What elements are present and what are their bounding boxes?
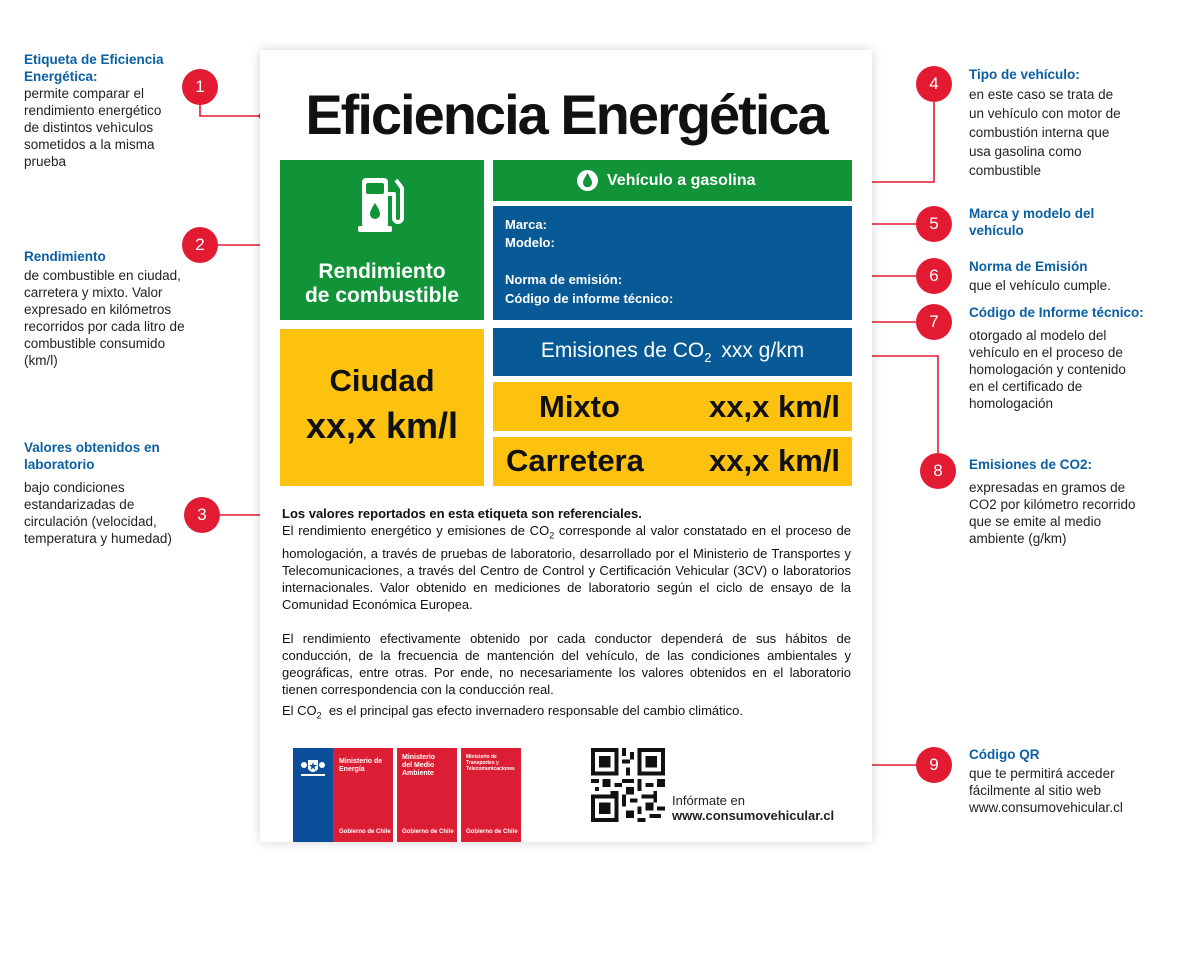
disclaimer-p3-b: es el principal gas efecto invernadero responsable del cambio climático. (321, 702, 743, 718)
vehicle-info-box (493, 206, 852, 320)
fuel-box-line1: Rendimiento (318, 260, 446, 283)
marca-field: Marca: (505, 217, 547, 232)
codigo-informe-field: Código de informe técnico: (505, 291, 674, 306)
badge-8: 8 (920, 453, 956, 489)
note-7-body: otorgado al modelo del vehículo en el proceso de homologación y contenido en el certificado de homologación (969, 328, 1126, 411)
note-7-title: Código de Informe técnico: (969, 305, 1144, 320)
emissions-bar (493, 328, 852, 376)
qr-line1: Infórmate en (672, 793, 745, 808)
note-9 (969, 746, 1144, 816)
badge-1: 1 (182, 69, 218, 105)
qr-code-icon[interactable] (590, 748, 666, 822)
emissions-label (493, 338, 852, 371)
note-8-body: expresadas en gramos de CO2 por kilómetro recorrido que se emite al medio ambiente (g/km) (969, 480, 1136, 546)
note-5 (969, 205, 1119, 239)
logo-medio-ambiente (397, 748, 457, 842)
vehicle-type-label: Vehículo a gasolina (607, 172, 756, 189)
ciudad-label: Ciudad (329, 363, 435, 398)
note-4 (969, 66, 1129, 180)
qr-website-link[interactable]: www.consumovehicular.cl (672, 808, 835, 823)
badge-6: 6 (916, 258, 952, 294)
disclaimer-p1-a: El rendimiento energético y emisiones de CO (282, 523, 550, 538)
note-3 (24, 439, 182, 547)
logo-energia (333, 748, 393, 842)
note-9-body: que te permitirá acceder fácilmente al sitio web www.consumovehicular.cl (969, 766, 1123, 815)
note-2-body: de combustible en ciudad, carretera y mixto. Valor expresado en kilómetros recorridos por cada litro de combustible consumido (km/l) (24, 268, 185, 368)
note-8-title: Emisiones de CO2: (969, 457, 1093, 472)
vehicle-type-bar (493, 160, 852, 201)
logo-energia-gob: Gobierno de Chile (339, 829, 391, 835)
disclaimer-p1 (282, 522, 851, 613)
note-3-body: bajo condiciones estandarizadas de circulación (velocidad, temperatura y humedad) (24, 480, 172, 546)
logo-medio-text: Ministerio del Medio Ambiente (402, 754, 436, 777)
disclaimer-p3 (282, 702, 851, 725)
disclaimer-p3-sub: 2 (316, 710, 322, 721)
chile-coat-of-arms-icon (299, 756, 327, 778)
logo-transportes-text: Ministerio de Transportes y Telecomunicaciones (466, 754, 515, 772)
note-6 (969, 258, 1139, 294)
connector-1 (200, 103, 262, 116)
note-8 (969, 456, 1159, 547)
disclaimer-heading: Los valores reportados en esta etiqueta son referenciales. (282, 506, 642, 521)
disclaimer-p3-a: El CO (282, 702, 317, 718)
note-2 (24, 248, 189, 369)
mixto-value: xx,x km/l (709, 389, 840, 424)
ciudad-box (280, 329, 484, 486)
label-title: Eficiencia Energética (305, 83, 827, 146)
gobierno-logos (293, 748, 523, 842)
fuel-pump-icon (358, 172, 408, 234)
ciudad-value: xx,x km/l (305, 405, 459, 446)
badge-9: 9 (916, 747, 952, 783)
disclaimer-p1-sub: 2 (549, 530, 555, 541)
logo-energia-text: Ministerio de Energía (339, 758, 383, 773)
modelo-field: Modelo: (505, 235, 555, 250)
mixto-box (493, 382, 852, 431)
note-7 (969, 304, 1159, 412)
note-1-body: permite comparar el rendimiento energético de distintos vehìculos sometidos a la misma prueba (24, 86, 162, 169)
badge-5: 5 (916, 206, 952, 242)
carretera-value: xx,x km/l (709, 443, 840, 478)
emissions-sub: 2 (704, 350, 712, 366)
note-1-title: Etiqueta de Eficiencia Energética: (24, 52, 164, 84)
note-4-body: en este caso se trata de un vehículo con motor de combustión interna que usa gasolina como combustible (969, 87, 1121, 178)
fuel-drop-icon (576, 169, 599, 192)
badge-3: 3 (184, 497, 220, 533)
emissions-prefix: Emisiones de CO (540, 339, 705, 362)
mixto-label: Mixto (539, 389, 620, 424)
disclaimer-p2: El rendimiento efectivamente obtenido por cada conductor dependerá de sus hábitos de conducción, de la frecuencia de mantención del vehículo, de las condiciones ambientales y geográficas, entre otras. Por ende, no necesariamente los valores obtenidos en el laboratorio tienen correspondencia con la conducción real. (282, 630, 851, 697)
note-4-title: Tipo de vehículo: (969, 67, 1080, 82)
logo-transportes-gob: Gobierno de Chile (466, 829, 518, 835)
note-3-title: Valores obtenidos en laboratorio (24, 440, 160, 472)
carretera-box (493, 437, 852, 486)
logo-blue-strip (293, 748, 333, 842)
note-6-body: que el vehículo cumple. (969, 278, 1111, 293)
disclaimer-p1-b: corresponde al valor constatado en el proceso de homologación, a través de pruebas de laboratorio, desarrollado por el Ministerio de Transportes y Telecomunicaciones, a través del Centro de Control y Certificación Vehicular (3CV) o laboratorios internacionales. Valor obtenido en mediciones de laboratorio según el ciclo de ensayo de la Comunidad Económica Europea. (282, 523, 851, 612)
note-9-title: Código QR (969, 747, 1040, 762)
note-5-title: Marca y modelo del vehículo (969, 206, 1095, 238)
badge-2: 2 (182, 227, 218, 263)
note-1 (24, 51, 179, 170)
fuel-efficiency-box (280, 160, 484, 320)
note-6-title: Norma de Emisión (969, 259, 1088, 274)
logo-transportes (461, 748, 521, 842)
disclaimer-block (282, 505, 851, 724)
fuel-box-line2: de combustible (304, 284, 460, 307)
norma-emision-field: Norma de emisión: (505, 272, 623, 287)
energy-label (260, 50, 872, 842)
emissions-value: xxx g/km (721, 339, 805, 362)
badge-4: 4 (916, 66, 952, 102)
note-2-title: Rendimiento (24, 249, 106, 264)
badge-7: 7 (916, 304, 952, 340)
carretera-label: Carretera (506, 443, 644, 478)
logo-medio-gob: Gobierno de Chile (402, 829, 454, 835)
